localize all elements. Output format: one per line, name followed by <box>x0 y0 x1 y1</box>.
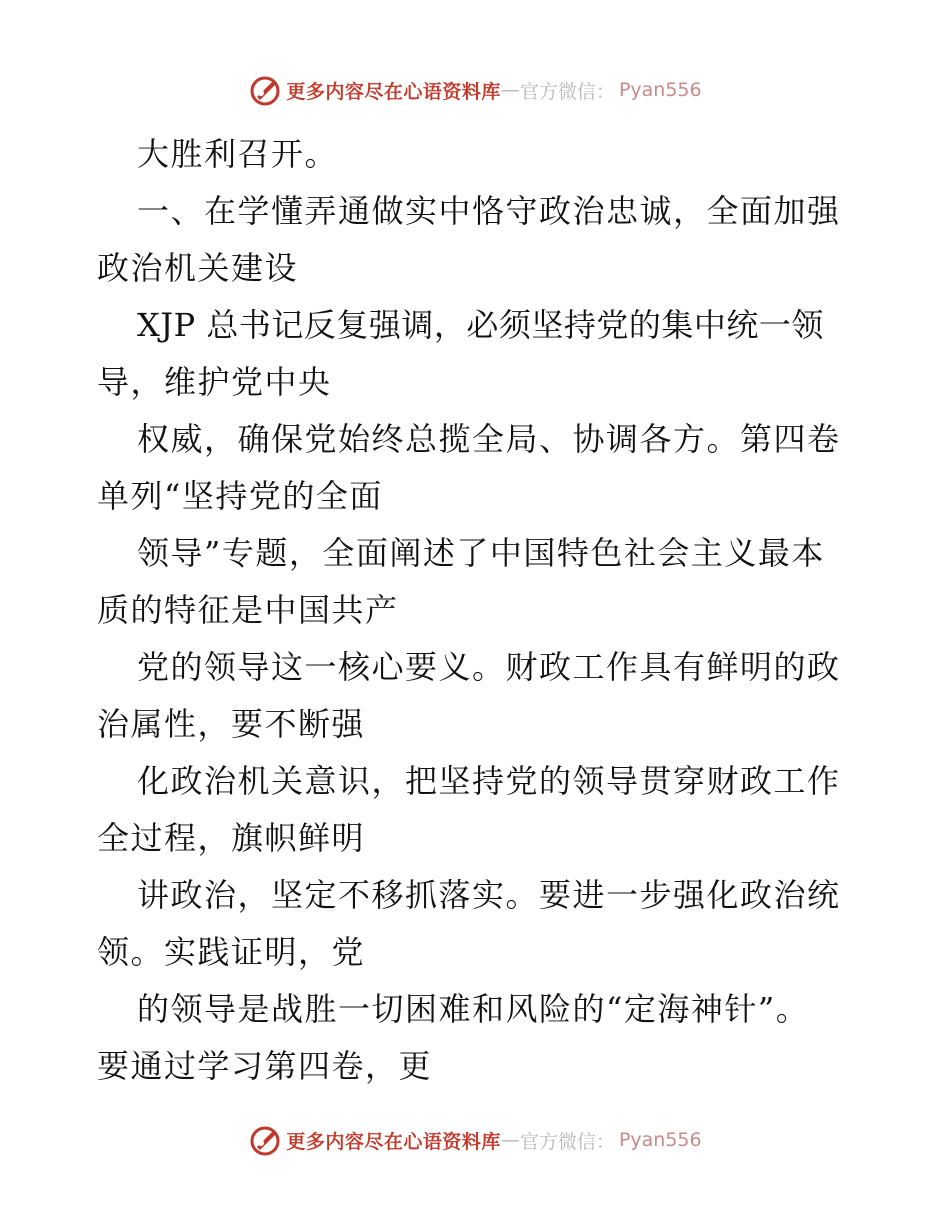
footer-banner <box>0 1120 950 1160</box>
logo-icon <box>248 73 282 107</box>
text-line: 质的特征是中国共产 <box>97 591 399 629</box>
banner-wechat-label: 官方微信： <box>519 80 615 103</box>
banner-main-text: 更多内容尽在心语资料库 <box>286 1130 501 1153</box>
text-line: 治属性，要不断强 <box>97 705 366 743</box>
text-line: XJP 总书记反复强调，必须坚持党的集中统一领 <box>137 306 824 344</box>
document-body <box>97 126 857 1095</box>
banner-wechat-id: Pyan556 <box>618 79 702 101</box>
text-line: 单列“坚持党的全面 <box>97 477 383 515</box>
text-line: 导，维护党中央 <box>97 363 332 401</box>
text-line: 化政治机关意识，把坚持党的领导贯穿财政工作 <box>137 762 841 800</box>
text-line: 要通过学习第四卷，更 <box>97 1047 433 1085</box>
banner-dash: — <box>500 1129 520 1151</box>
banner-dash: — <box>500 79 520 101</box>
text-line: 大胜利召开。 <box>137 135 339 173</box>
text-line: 的领导是战胜一切困难和风险的“定海神针”。 <box>137 990 810 1028</box>
section-heading-line: 一、在学懂弄通做实中恪守政治忠诚，全面加强 <box>137 192 841 230</box>
text-line: 领导”专题，全面阐述了中国特色社会主义最本 <box>137 534 825 572</box>
banner-main-text: 更多内容尽在心语资料库 <box>286 80 501 103</box>
header-banner <box>0 70 950 110</box>
text-line: 权威，确保党始终总揽全局、协调各方。第四卷 <box>137 420 841 458</box>
logo-icon <box>248 1123 282 1157</box>
text-line: 讲政治，坚定不移抓落实。要进一步强化政治统 <box>137 876 841 914</box>
banner-wechat-label: 官方微信： <box>519 1130 615 1153</box>
text-line: 全过程，旗帜鲜明 <box>97 819 366 857</box>
text-line: 党的领导这一核心要义。财政工作具有鲜明的政 <box>137 648 841 686</box>
text-line: 领。实践证明，党 <box>97 933 366 971</box>
section-heading-line: 政治机关建设 <box>97 249 299 287</box>
banner-wechat-id: Pyan556 <box>618 1129 702 1151</box>
